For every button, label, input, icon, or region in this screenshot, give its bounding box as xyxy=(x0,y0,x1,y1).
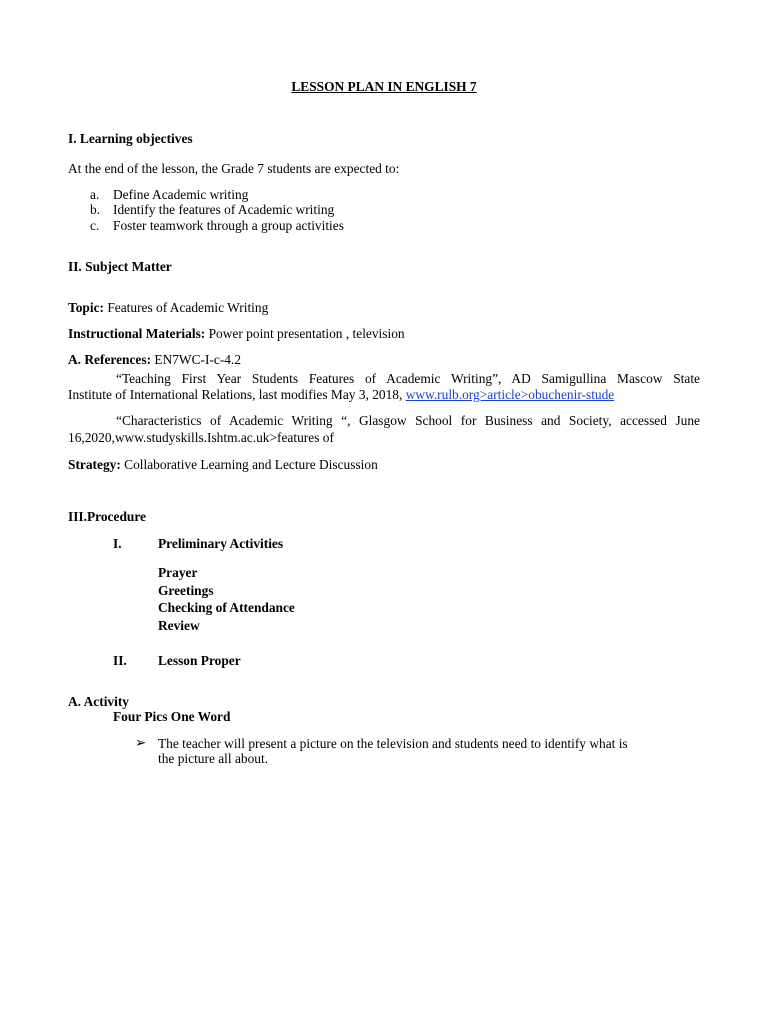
strategy-value: Collaborative Learning and Lecture Discussion xyxy=(124,457,378,472)
objective-marker-a: a. xyxy=(90,187,100,202)
procedure-heading: III.Procedure xyxy=(68,509,146,524)
objectives-heading: I. Learning objectives xyxy=(68,131,193,146)
objective-item-b: Identify the features of Academic writing xyxy=(113,202,335,217)
objective-marker-b: b. xyxy=(90,202,101,217)
section-1-title: Preliminary Activities xyxy=(158,536,284,551)
arrow-bullet-icon: ➢ xyxy=(135,735,147,750)
reference-2-line-2: 16,2020,www.studyskills.Ishtm.ac.uk>features of xyxy=(68,430,334,445)
activity-name: Four Pics One Word xyxy=(113,709,231,724)
preliminary-item-greetings: Greetings xyxy=(158,583,214,598)
topic-label: Topic: xyxy=(68,300,104,315)
preliminary-item-review: Review xyxy=(158,618,200,633)
activity-bullet-line-2: the picture all about. xyxy=(158,751,269,766)
reference-1-line-2 xyxy=(68,387,614,403)
reference-1-line-1: “Teaching First Year Students Features of Academic Writing”, AD Samigullina Mascow State xyxy=(116,371,700,386)
materials-line xyxy=(68,326,405,342)
references-label: A. References: xyxy=(68,352,152,367)
activity-bullet-line-1: The teacher will present a picture on the television and students need to identify what is xyxy=(158,736,628,751)
preliminary-item-attendance: Checking of Attendance xyxy=(158,600,295,615)
strategy-line xyxy=(68,457,378,473)
references-value: EN7WC-I-c-4.2 xyxy=(154,352,242,367)
subject-matter-heading: II. Subject Matter xyxy=(68,259,172,274)
materials-value: Power point presentation , television xyxy=(208,326,405,341)
references-line xyxy=(68,352,241,368)
reference-1-text: Institute of International Relations, last modifies May 3, 2018, xyxy=(68,387,406,402)
materials-label: Instructional Materials: xyxy=(68,326,206,341)
topic-value: Features of Academic Writing xyxy=(107,300,269,315)
objective-item-c: Foster teamwork through a group activities xyxy=(113,218,344,233)
topic-line xyxy=(68,300,268,316)
preliminary-item-prayer: Prayer xyxy=(158,565,198,580)
reference-1-link[interactable]: www.rulb.org>article>obuchenir-stude xyxy=(405,387,615,402)
document-title: LESSON PLAN IN ENGLISH 7 xyxy=(291,79,477,94)
objective-item-a: Define Academic writing xyxy=(113,187,249,202)
reference-2-line-1: “Characteristics of Academic Writing “, Glasgow School for Business and Society, accessed June xyxy=(116,413,700,428)
section-2-number: II. xyxy=(113,653,127,668)
section-1-number: I. xyxy=(113,536,122,551)
strategy-label: Strategy: xyxy=(68,457,121,472)
activity-heading: A. Activity xyxy=(68,694,129,709)
section-2-title: Lesson Proper xyxy=(158,653,241,668)
objective-marker-c: c. xyxy=(90,218,100,233)
objectives-intro: At the end of the lesson, the Grade 7 students are expected to: xyxy=(68,161,400,176)
